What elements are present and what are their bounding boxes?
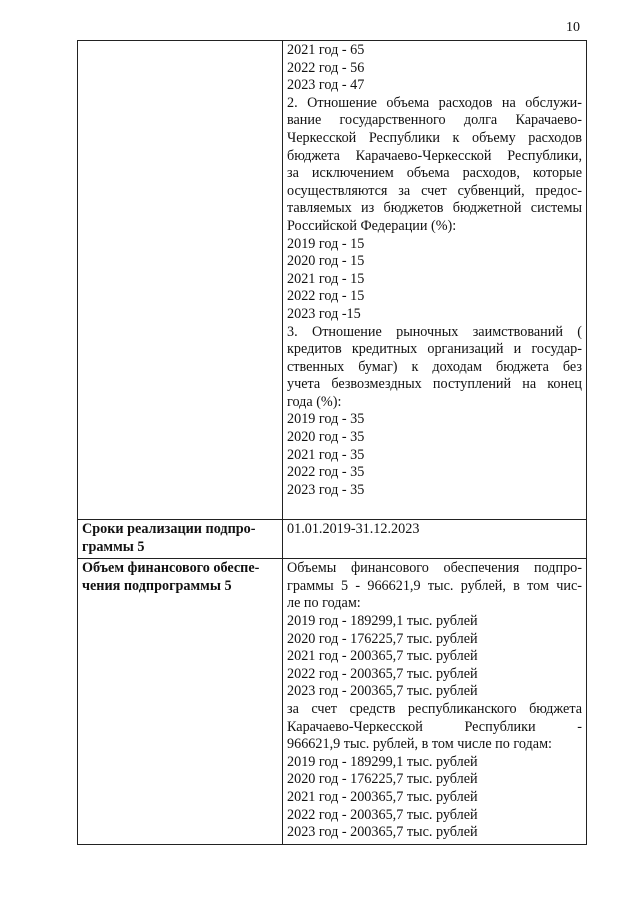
list-item: 2021 год - 35 bbox=[287, 446, 365, 463]
page-number: 10 bbox=[566, 20, 580, 35]
table-row-funding bbox=[78, 559, 587, 845]
table-row-targets bbox=[78, 41, 587, 520]
indicator-3-text: 3. Отношение рыночных заимствований ( кредитов кредитных организаций и государ- ственных бумаг) к доходам бюджета без учета безвозмездных поступлений на конец года (%): bbox=[287, 323, 582, 410]
list-item: 2023 год - 200365,7 тыс. рублей bbox=[287, 824, 478, 841]
list-item: 2023 год -15 bbox=[287, 305, 361, 322]
list-item: 2020 год - 15 bbox=[287, 253, 365, 270]
table-row-terms bbox=[78, 520, 587, 559]
funding-source-text: за счет средств республиканского бюджета Карачаево-Черкесской Республики - 966621,9 тыс. рублей, в том числе по годам: bbox=[287, 700, 582, 753]
row2-value-cell bbox=[283, 520, 587, 559]
row2-label-cell: Сроки реализации подпро- граммы 5 bbox=[78, 520, 283, 559]
list-item: 2021 год - 15 bbox=[287, 270, 365, 287]
row3-label-cell: Объем финансового обеспе- чения подпрограммы 5 bbox=[78, 559, 283, 845]
list-item: 2022 год - 15 bbox=[287, 288, 365, 305]
list-item: 2019 год - 189299,1 тыс. рублей bbox=[287, 613, 478, 629]
list-item: 2022 год - 35 bbox=[287, 464, 365, 481]
row1-value-cell bbox=[283, 41, 587, 520]
funding-total-text: Объемы финансового обеспечения подпро- граммы 5 - 966621,9 тыс. рублей, в том чис- ле по годам: bbox=[287, 560, 582, 612]
list-item: 2022 год - 200365,7 тыс. рублей bbox=[287, 665, 478, 682]
list-item: 2021 год - 200365,7 тыс. рублей bbox=[287, 788, 478, 805]
list-item: 2021 год - 65 bbox=[287, 42, 365, 58]
list-item: 2020 год - 176225,7 тыс. рублей bbox=[287, 630, 478, 647]
implementation-period: 01.01.2019-31.12.2023 bbox=[287, 521, 420, 538]
list-item: 2020 год - 176225,7 тыс. рублей bbox=[287, 771, 478, 788]
list-item: 2020 год - 35 bbox=[287, 429, 365, 446]
list-item: 2019 год - 35 bbox=[287, 411, 365, 428]
list-item: 2022 год - 200365,7 тыс. рублей bbox=[287, 806, 478, 823]
list-item: 2019 год - 15 bbox=[287, 235, 365, 252]
list-item: 2019 год - 189299,1 тыс. рублей bbox=[287, 753, 478, 770]
list-item: 2022 год - 56 bbox=[287, 59, 365, 76]
passport-table bbox=[77, 40, 587, 845]
indicator-2-text: 2. Отношение объема расходов на обслужи- вание государственного долга Карачаево- Черкесской Республики к объему расходов бюджета Карачаево-Черкесской Республики, за исключением объема расходов, которые осуществляются за счет субвенций, предос- тавляемых из бюджетов бюджетной системы Российской Федерации (%): bbox=[287, 94, 582, 234]
list-item: 2023 год - 200365,7 тыс. рублей bbox=[287, 683, 478, 700]
list-item: 2023 год - 47 bbox=[287, 77, 365, 94]
row1-label-cell bbox=[78, 41, 283, 520]
list-item: 2023 год - 35 bbox=[287, 481, 365, 498]
row3-value-cell bbox=[283, 559, 587, 845]
list-item: 2021 год - 200365,7 тыс. рублей bbox=[287, 648, 478, 665]
